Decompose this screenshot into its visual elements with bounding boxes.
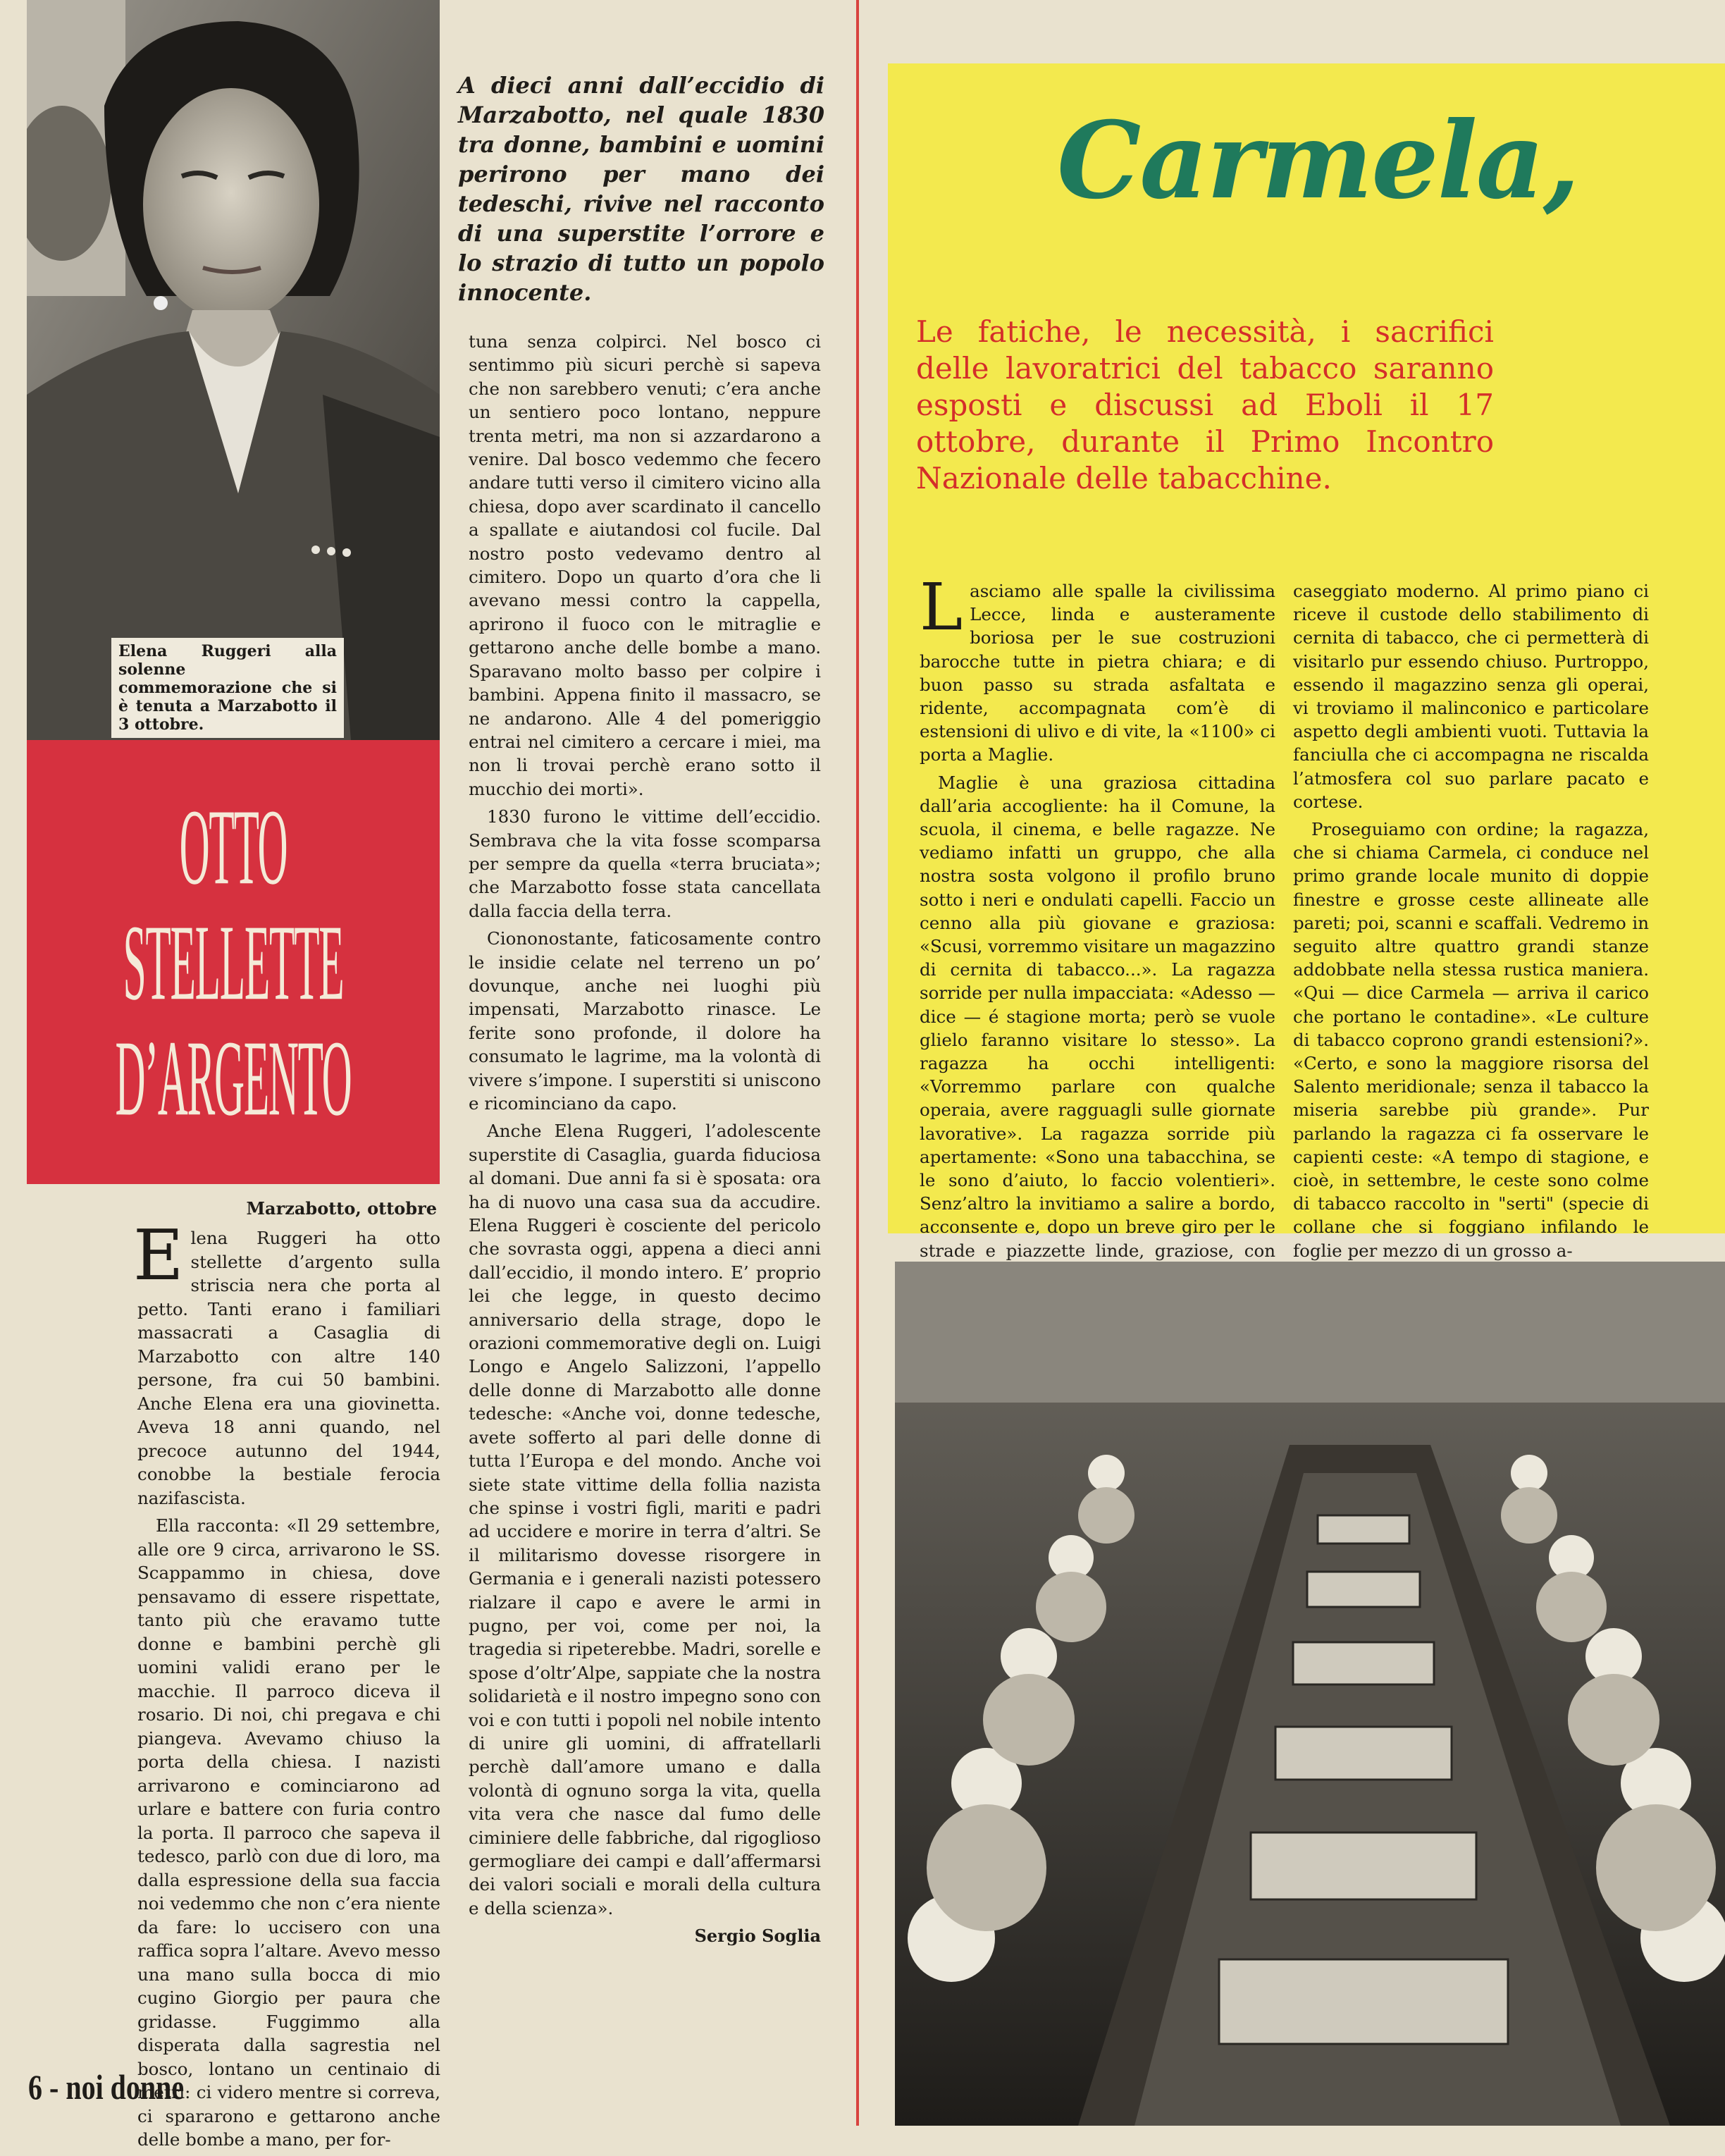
- folio: [28, 2066, 184, 2107]
- right-col2-p1: caseggiato moderno. Al primo piano ci riceve il custode dello stabilimento di cernita di tabacco, che ci permetterà di visitarlo pur essendo chiuso. Purtroppo, essendo il magazzino senza gli operai, vi troviamo il malinconico e particolare aspetto degli ambienti vuoti. Tuttavia la fanciulla che ci accompagna ne riscalda l’atmosfera col suo parlare pacato e cortese.: [1293, 581, 1649, 812]
- left-col2-p3: Ciononostante, faticosamente contro le insidie celate nel terreno un po’ dovunque, anche nei luoghi più impensati, Marzabotto rinasce. Le ferite sono profonde, il dolore ha consumato le lagrime, ma la volontà di vivere s’impone. I superstiti si uniscono e ricominciano da capo.: [469, 928, 821, 1114]
- left-title: [105, 786, 361, 1138]
- left-title-line-2: STELLETTE: [123, 901, 344, 1023]
- left-col-2: [469, 330, 821, 1948]
- right-deck: [916, 314, 1494, 497]
- left-subhead: [458, 70, 824, 307]
- right-title: [1057, 99, 1578, 223]
- photo-caption-box: [111, 638, 344, 738]
- left-dateline: [233, 1198, 437, 1219]
- left-col2-p4: Anche Elena Ruggeri, l’adolescente superstite di Casaglia, guarda fiduciosa al domani. Due anni fa si è sposata: ora ha di nuovo una casa sua da accudire. Elena Ruggeri è cosciente del pericolo che sovrasta oggi, appena a dieci anni dall’eccidio, il mondo intero. E’ proprio lei che legge, in questo decimo anniversario della strage, dopo le orazioni commemorative degli on. Luigi Longo e Angelo Salizzoni, l’appello delle donne di Marzabotto alle donne tedesche: «Anche voi, donne tedesche, avete sofferto al pari delle donne di tutta l’Europa e del mondo. Anche voi siete state vittime della follia nazista che spinse i vostri figli, mariti e padri ad uccidere e morire in terra d’altri. Se il militarismo dovesse risorgere in Germania e i generali nazisti potessero rialzare il capo e avere le armi in pugno, per voi, come per noi, la tragedia si ripeterebbe. Madri, sorelle e spose d’oltr’Alpe, sappiate che la nostra solidarietà e il nostro impegno sono con voi e con tutti i popoli nel nobile intento di unire gli uomini, di affratellarli perchè dall’amore umano e dalla volontà di ognuno sorga la vita, quella vita vera che nasce dal fumo delle ciminiere delle fabbriche, dal rigoglioso germogliare dei campi e dall’affermarsi dei valori sociali e morali della cultura e della scienza».: [469, 1121, 821, 1918]
- left-title-panel: [27, 740, 440, 1184]
- right-dropcap: L: [920, 569, 963, 645]
- right-col2-p2: Proseguiamo con ordine; la ragazza, che si chiama Carmela, ci conduce nel primo grande locale munito di doppie finestre e grosse ceste allineate alle pareti; poi, scanni e scaffali. Vedremo in seguito altre quattro grandi stanze addobbate nella stessa rustica maniera. «Qui — dice Carmela — arriva il carico che portano le contadine». «Le culture di tabacco coprono grandi estensioni?». «Certo, e sono la maggiore risorsa del Salento meridionale; senza il tabacco la miseria sarebbe più grande». Pur parlando la ragazza ci fa osservare le capienti ceste: «A tempo di stagione, e cioè, in settembre, le ceste sono colme di tabacco raccolto in "serti" (specie di collane che si foggiano infilando le foglie per mezzo di un grosso a-: [1293, 819, 1649, 1261]
- right-deck-text: Le fatiche, le necessità, i sacrifici delle lavoratrici del tabacco saranno esposti e discussi ad Eboli il 17 ottobre, durante il Primo Incontro Nazionale delle tabacchine.: [916, 314, 1494, 495]
- right-col-2: [1293, 579, 1649, 1267]
- left-subhead-text: A dieci anni dall’eccidio di Marzabotto, nel quale 1830 tra donne, bambini e uomini perirono per mano dei tedeschi, rivive nel racconto di una superstite l’orrore e lo strazio di tutto un popolo innocente.: [458, 72, 824, 306]
- left-col2-p1: tuna senza colpirci. Nel bosco ci sentimmo più sicuri perchè si sapeva che non sarebbero venuti; c’era anche un sentiero poco lontano, neppure trenta metri, ma non si azzardarono a venire. Dal bosco vedemmo che fecero andare tutti verso il cimitero vicino alla chiesa, dopo aver scardinato il cancello a spallate e aiutandosi col fucile. Dal nostro posto vedevamo dentro al cimitero. Dopo un quarto d’ora che li avevano messi contro la cappella, aprirono il fuoco con le mitraglie e gettarono anche delle bombe a mano. Sparavano molto basso per colpire i bambini. Appena finito il massacro, se ne andarono. Alle 4 del pomeriggio entrai nel cimitero a cercare i miei, ma non li trovai perchè erano sotto il mucchio dei morti».: [469, 331, 821, 799]
- portrait-photo: [27, 0, 440, 740]
- byline: Sergio Soglia: [694, 1926, 821, 1947]
- left-col-1: [133, 1216, 440, 2156]
- left-title-line-1: OTTO: [179, 786, 288, 907]
- right-col-1: [920, 569, 1275, 1290]
- left-col2-p2: 1830 furono le vittime dell’eccidio. Sembrava che la vita fosse scomparsa per sempre da quella «terra bruciata»; che Marzabotto fosse stata cancellata dalla faccia della terra.: [469, 806, 821, 921]
- portrait-image: [27, 0, 440, 740]
- left-col1-p2: Ella racconta: «Il 29 settembre, alle ore 9 circa, arrivarono le SS. Scappammo in chiesa, dove pensavamo di essere rispettate, tanto più che eravamo tutte donne e bambini perchè gli uomini validi erano per le macchie. Il parroco diceva il rosario. Di noi, chi pregava e chi piangeva. Avevamo chiuso la porta della chiesa. I nazisti arrivarono e cominciarono ad urlare e battere con furia contro la porta. Il parroco che sapeva il tedesco, parlò con due di loro, ma dalla espressione della sua faccia noi vedemmo che non c’era niente da fare: lo uccisero con una raffica sopra l’altare. Avevo messo una mano sulla bocca di mio cugino Giorgio per paura che gridasse. Fuggimmo alla disperata dalla sagrestia nel bosco, lontano un centinaio di metri: ci videro mentre si correva, ci spararono e gettarono anche delle bombe a mano, per for-: [137, 1515, 440, 2150]
- factory-image: [895, 1262, 1725, 2126]
- right-title-text: Carmela,: [1057, 99, 1579, 223]
- left-title-line-3: D’ARGENTO: [115, 1017, 352, 1138]
- factory-photo: [895, 1262, 1725, 2126]
- photo-caption: Elena Ruggeri alla solenne commemorazione che si è tenuta a Marzabotto il 3 ottobre.: [118, 642, 337, 734]
- dateline-text: Marzabotto, ottobre: [246, 1198, 437, 1219]
- right-col1-p2: Maglie è una graziosa cittadina dall’aria accogliente: ha il Comune, la scuola, il cinema, e belle ragazze. Ne vediamo infatti un gruppo, che alla nostra sosta volgono il profilo bruno sotto i neri e ondulati capelli. Faccio un cenno alla più giovane e graziosa: «Scusi, vorremmo visitare un magazzino di cernita di tabacco...». La ragazza sorride per nulla impacciata: «Adesso — dice — é stagione morta; però se vuole glielo faranno visitare lo stesso». La ragazza ha occhi intelligenti: «Vorremmo parlare con qualche operaia, avere ragguagli sulle giornate lavorative». La ragazza sorride più apertamente: «Sono una tabacchina, se le sono d’aiuto, lo faccio volentieri». Senz’altro la invitiamo a salire a bordo, acconsente e, dopo un breve giro per le strade e piazzette linde, graziose, con: [920, 772, 1275, 1261]
- center-rule: [856, 0, 859, 2126]
- left-dropcap: E: [133, 1216, 184, 1296]
- folio-text: 6 - noi donne: [28, 2067, 185, 2107]
- left-col1-p1: lena Ruggeri ha otto stellette d’argento sulla striscia nera che porta al petto. Tanti erano i familiari massacrati a Casaglia di Marzabotto con altre 140 persone, fra cui 50 bambini. Anche Elena era una giovinetta. Aveva 18 anni quando, nel precoce autunno del 1944, conobbe la bestiale ferocia nazifascista.: [137, 1228, 440, 1508]
- right-col1-p1: asciamo alle spalle la civilissima Lecce, linda e austeramente boriosa per le sue costruzioni barocche tutte in pietra chiara; e di buon passo su strada asfaltata e ridente, accompagnata com’è di estensioni di ulivo e di vite, la «1100» ci porta a Maglie.: [920, 581, 1275, 765]
